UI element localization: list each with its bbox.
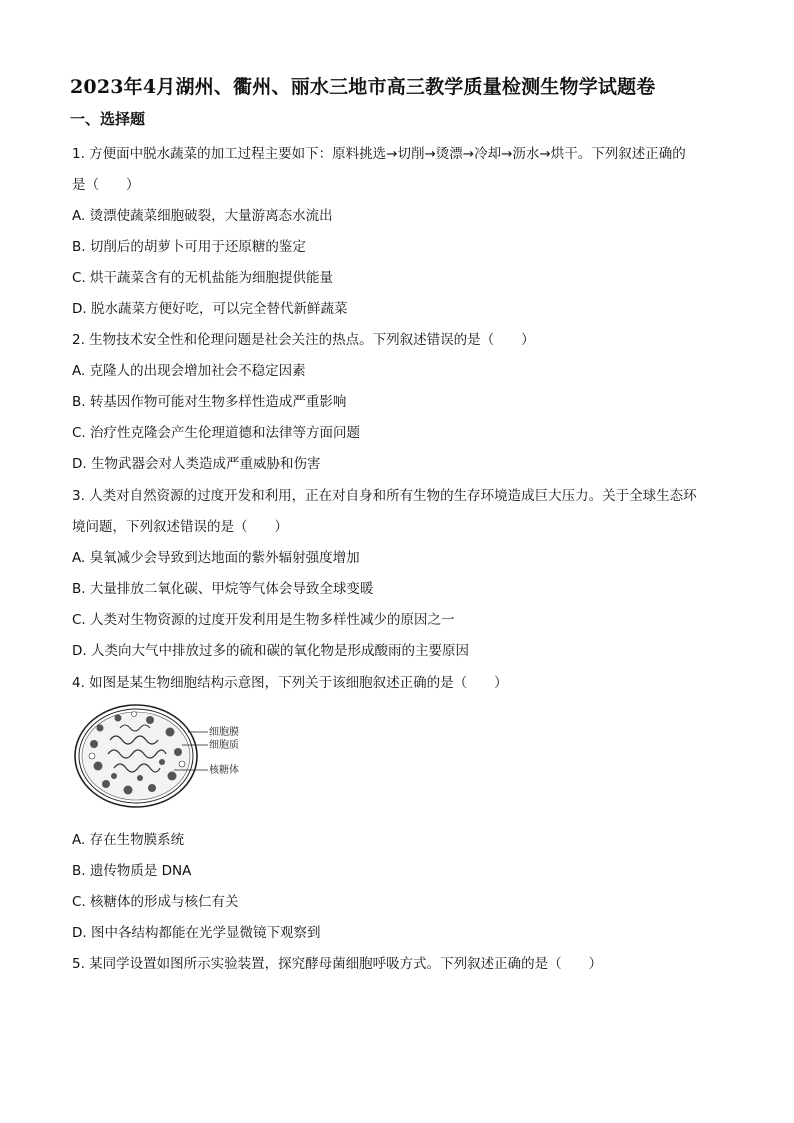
q2-option-b: B. 转基因作物可能对生物多样性造成严重影响 bbox=[72, 394, 347, 410]
q1-stem-line2: 是（ ） bbox=[72, 177, 140, 193]
q4-option-d: D. 图中各结构都能在光学显微镜下观察到 bbox=[72, 925, 321, 941]
exam-title: 2023年4月湖州、衢州、丽水三地市高三教学质量检测生物学试题卷 bbox=[70, 76, 656, 98]
q3-stem-line2: 境问题，下列叙述错误的是（ ） bbox=[72, 519, 288, 535]
q4-option-a: A. 存在生物膜系统 bbox=[72, 832, 185, 848]
q3-option-c: C. 人类对生物资源的过度开发利用是生物多样性减少的原因之一 bbox=[72, 612, 455, 628]
q1-option-a: A. 烫漂使蔬菜细胞破裂，大量游离态水流出 bbox=[72, 208, 333, 224]
q3-option-b: B. 大量排放二氧化碳、甲烷等气体会导致全球变暖 bbox=[72, 581, 374, 597]
q3-stem-line1: 3. 人类对自然资源的过度开发和利用，正在对自身和所有生物的生存环境造成巨大压力。关于全球生态环 bbox=[72, 488, 697, 504]
label-cytoplasm: 细胞质 bbox=[209, 740, 239, 751]
q4-option-b: B. 遗传物质是 DNA bbox=[72, 863, 192, 879]
q1-stem-line1: 1. 方便面中脱水蔬菜的加工过程主要如下：原料挑选→切削→烫漂→冷却→沥水→烘干。下列叙述正确的 bbox=[72, 146, 686, 162]
cell-diagram bbox=[70, 700, 270, 810]
q4-stem: 4. 如图是某生物细胞结构示意图，下列关于该细胞叙述正确的是（ ） bbox=[72, 675, 508, 691]
q1-option-c: C. 烘干蔬菜含有的无机盐能为细胞提供能量 bbox=[72, 270, 334, 286]
q1-option-b: B. 切削后的胡萝卜可用于还原糖的鉴定 bbox=[72, 239, 306, 255]
q4-option-c: C. 核糖体的形成与核仁有关 bbox=[72, 894, 239, 910]
q2-option-a: A. 克隆人的出现会增加社会不稳定因素 bbox=[72, 363, 306, 379]
q3-option-a: A. 臭氧减少会导致到达地面的紫外辐射强度增加 bbox=[72, 550, 360, 566]
label-ribosome: 核糖体 bbox=[209, 765, 239, 776]
q1-option-d: D. 脱水蔬菜方便好吃，可以完全替代新鲜蔬菜 bbox=[72, 301, 348, 317]
q3-option-d: D. 人类向大气中排放过多的硫和碳的氧化物是形成酸雨的主要原因 bbox=[72, 643, 469, 659]
section-heading: 一、选择题 bbox=[70, 110, 146, 128]
q5-stem: 5. 某同学设置如图所示实验装置，探究酵母菌细胞呼吸方式。下列叙述正确的是（ ） bbox=[72, 956, 603, 972]
q2-option-d: D. 生物武器会对人类造成严重威胁和伤害 bbox=[72, 456, 321, 472]
q2-option-c: C. 治疗性克隆会产生伦理道德和法律等方面问题 bbox=[72, 425, 361, 441]
label-membrane: 细胞膜 bbox=[209, 727, 239, 738]
q2-stem: 2. 生物技术安全性和伦理问题是社会关注的热点。下列叙述错误的是（ ） bbox=[72, 332, 535, 348]
